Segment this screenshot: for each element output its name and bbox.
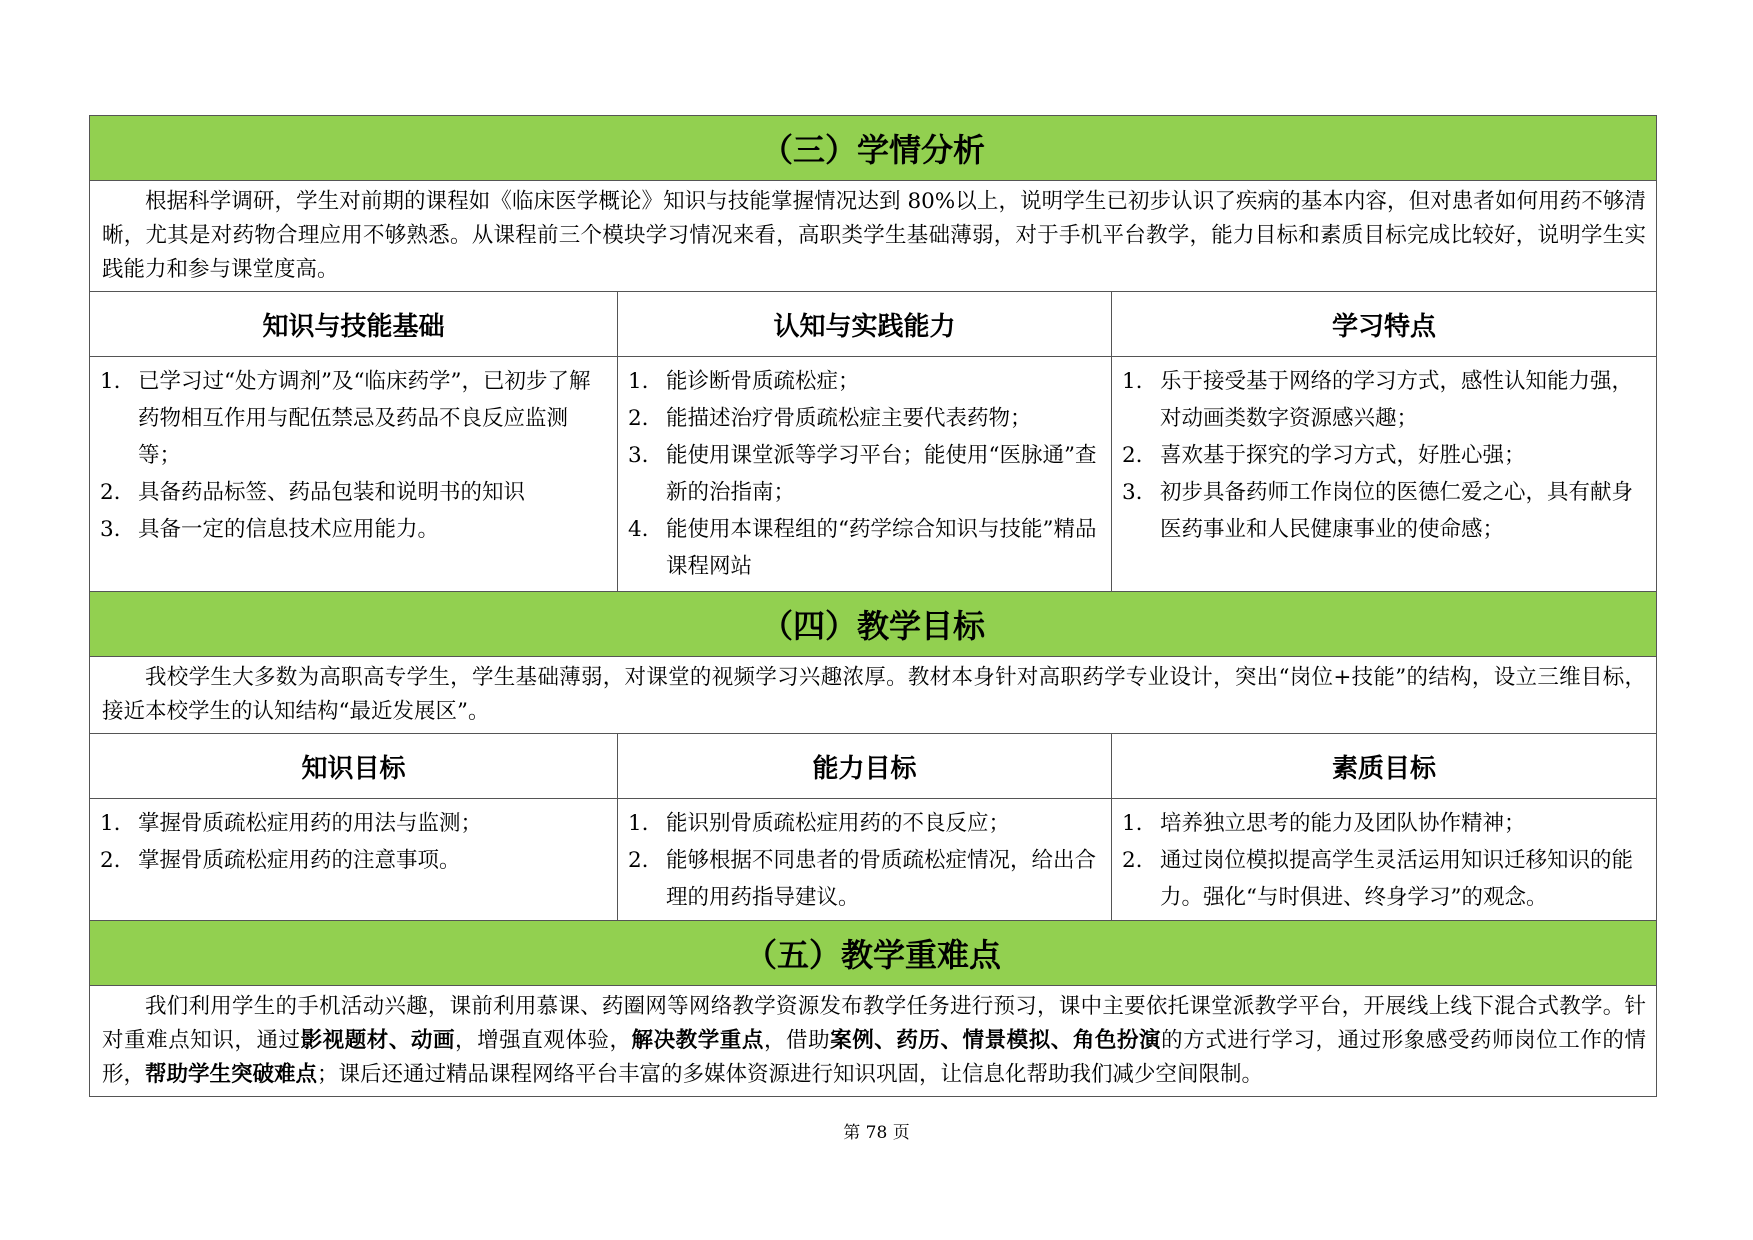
list-item: 3. 能使用课堂派等学习平台；能使用“医脉通”查新的治指南； — [628, 443, 1097, 505]
section3-col3 — [1112, 357, 1657, 592]
section5-paragraph: 我们利用学生的手机活动兴趣，课前利用慕课、药圈网等网络教学资源发布教学任务进行预习，课中主要依托课堂派教学平台，开展线上线下混合式教学。针对重难点知识，通过影视题材、动画，增强直观体验，解决教学重点，借助案例、药历、情景模拟、角色扮演的方式进行学习，通过形象感受药师岗位工作的情形，帮助学生突破难点；课后还通过精品课程网络平台丰富的多媒体资源进行知识巩固，让信息化帮助我们减少空间限制。 — [102, 994, 1647, 1087]
section4-col2 — [618, 799, 1112, 921]
section4-header-3: 素质目标 — [1112, 734, 1657, 799]
section3-col3-list — [1122, 363, 1648, 548]
section3-header-2: 认知与实践能力 — [618, 292, 1112, 357]
page-number-suffix: 页 — [892, 1123, 910, 1143]
section5-title: （五）教学重难点 — [90, 921, 1657, 986]
emphasis-text: 影视题材、动画 — [300, 1028, 456, 1053]
section4-col3-list — [1122, 805, 1648, 916]
section3-col2 — [618, 357, 1112, 592]
page-number-prefix: 第 — [843, 1123, 861, 1143]
list-item: 1. 乐于接受基于网络的学习方式，感性认知能力强，对动画类数字资源感兴趣； — [1122, 369, 1634, 431]
section3-title: （三）学情分析 — [90, 116, 1657, 181]
emphasis-text: 解决教学重点 — [631, 1028, 764, 1053]
section3-header-3: 学习特点 — [1112, 292, 1657, 357]
section4-title: （四）教学目标 — [90, 592, 1657, 657]
section4-col2-list — [628, 805, 1103, 916]
page-number: 78 — [865, 1123, 888, 1143]
list-item: 2. 能够根据不同患者的骨质疏松症情况，给出合理的用药指导建议。 — [628, 848, 1097, 910]
section3-col1 — [90, 357, 618, 592]
list-item: 3. 初步具备药师工作岗位的医德仁爱之心，具有献身医药事业和人民健康事业的使命感； — [1122, 480, 1634, 542]
list-item: 1. 已学习过“处方调剂”及“临床药学”，已初步了解药物相互作用与配伍禁忌及药品不良反应监测等； — [100, 369, 591, 468]
section5-paragraph-cell — [90, 986, 1657, 1097]
section4-col3 — [1112, 799, 1657, 921]
section3-paragraph: 根据科学调研，学生对前期的课程如《临床医学概论》知识与技能掌握情况达到 80%以上，说明学生已初步认识了疾病的基本内容，但对患者如何用药不够清晰，尤其是对药物合理应用不够熟悉。从课程前三个模块学习情况来看，高职类学生基础薄弱，对于手机平台教学，能力目标和素质目标完成比较好，说明学生实践能力和参与课堂度高。 — [102, 189, 1647, 282]
section3-col1-list — [100, 363, 609, 548]
list-item: 4. 能使用本课程组的“药学综合知识与技能”精品课程网站 — [628, 517, 1097, 579]
section3-header-1: 知识与技能基础 — [90, 292, 618, 357]
document-table — [89, 115, 1657, 1097]
page-footer — [0, 1118, 1753, 1143]
list-item: 2. 掌握骨质疏松症用药的注意事项。 — [100, 848, 461, 873]
list-item: 2. 具备药品标签、药品包装和说明书的知识 — [100, 480, 526, 505]
list-item: 1. 培养独立思考的能力及团队协作精神； — [1122, 811, 1526, 836]
list-item: 2. 喜欢基于探究的学习方式，好胜心强； — [1122, 443, 1526, 468]
section4-paragraph-cell — [90, 657, 1657, 734]
section4-header-1: 知识目标 — [90, 734, 618, 799]
section3-col2-list — [628, 363, 1103, 585]
section4-header-2: 能力目标 — [618, 734, 1112, 799]
emphasis-text: 案例、药历、情景模拟、角色扮演 — [830, 1028, 1162, 1053]
section3-paragraph-cell — [90, 181, 1657, 292]
list-item: 1. 能诊断骨质疏松症； — [628, 369, 860, 394]
list-item: 1. 掌握骨质疏松症用药的用法与监测； — [100, 811, 483, 836]
section4-col1 — [90, 799, 618, 921]
list-item: 3. 具备一定的信息技术应用能力。 — [100, 517, 440, 542]
list-item: 2. 通过岗位模拟提高学生灵活运用知识迁移知识的能力。强化“与时俱进、终身学习”的观念。 — [1122, 848, 1634, 910]
list-item: 1. 能识别骨质疏松症用药的不良反应； — [628, 811, 1011, 836]
section4-col1-list — [100, 805, 609, 879]
list-item: 2. 能描述治疗骨质疏松症主要代表药物； — [628, 406, 1032, 431]
section4-paragraph: 我校学生大多数为高职高专学生，学生基础薄弱，对课堂的视频学习兴趣浓厚。教材本身针对高职药学专业设计，突出“岗位+技能”的结构，设立三维目标，接近本校学生的认知结构“最近发展区”。 — [102, 665, 1647, 724]
emphasis-text: 帮助学生突破难点 — [145, 1062, 318, 1087]
